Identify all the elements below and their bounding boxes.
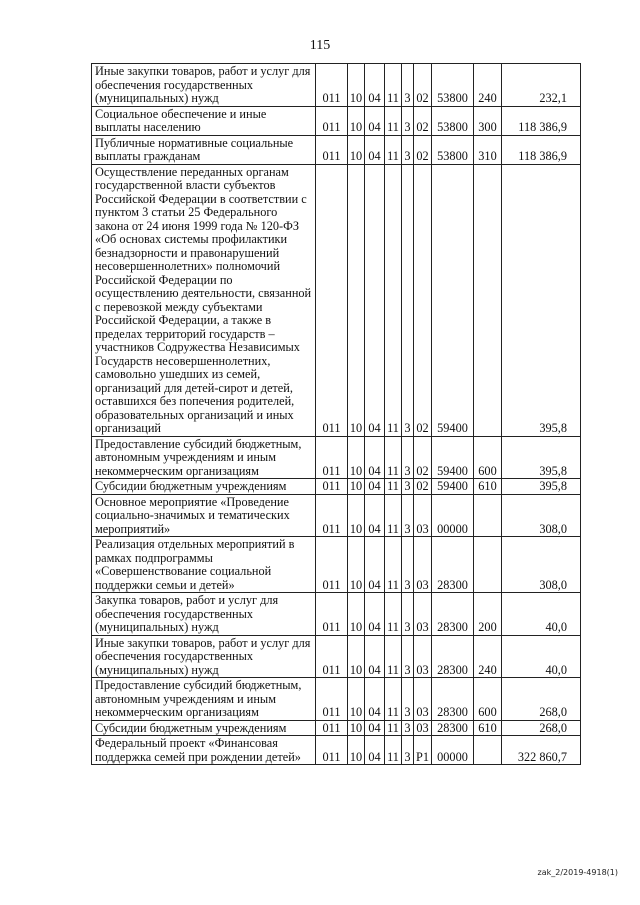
subsection-code: 04 (365, 479, 385, 495)
target-code-c: 03 (414, 720, 432, 736)
row-sum: 395,8 (502, 164, 581, 436)
program-code: 011 (316, 64, 348, 107)
row-name: Публичные нормативные социальные выплаты гражданам (92, 135, 316, 164)
target-code-b: 3 (402, 164, 414, 436)
target-code-d: 59400 (432, 479, 474, 495)
expense-type-code (474, 736, 502, 765)
program-code: 011 (316, 135, 348, 164)
program-code: 011 (316, 106, 348, 135)
expense-type-code: 610 (474, 720, 502, 736)
row-sum: 395,8 (502, 479, 581, 495)
subsection-code: 04 (365, 720, 385, 736)
target-code-d: 53800 (432, 64, 474, 107)
program-code: 011 (316, 164, 348, 436)
target-code-b: 3 (402, 106, 414, 135)
target-code-a: 11 (385, 593, 402, 636)
target-code-c: P1 (414, 736, 432, 765)
subsection-code: 04 (365, 64, 385, 107)
expense-type-code: 240 (474, 635, 502, 678)
table-row (92, 537, 581, 593)
target-code-d: 28300 (432, 678, 474, 721)
table-row (92, 436, 581, 479)
target-code-b: 3 (402, 635, 414, 678)
table-row (92, 736, 581, 765)
row-sum: 395,8 (502, 436, 581, 479)
section-code: 10 (348, 64, 365, 107)
target-code-c: 02 (414, 164, 432, 436)
section-code: 10 (348, 436, 365, 479)
row-name: Иные закупки товаров, работ и услуг для обеспечения государственных (муниципальных) нужд (92, 64, 316, 107)
section-code: 10 (348, 537, 365, 593)
target-code-a: 11 (385, 64, 402, 107)
subsection-code: 04 (365, 494, 385, 537)
target-code-d: 59400 (432, 436, 474, 479)
target-code-c: 02 (414, 436, 432, 479)
row-sum: 118 386,9 (502, 135, 581, 164)
target-code-c: 03 (414, 537, 432, 593)
target-code-a: 11 (385, 537, 402, 593)
target-code-b: 3 (402, 720, 414, 736)
page-number: 115 (309, 38, 331, 53)
section-code: 10 (348, 106, 365, 135)
table-row (92, 64, 581, 107)
row-name: Субсидии бюджетным учреждениям (92, 479, 316, 495)
section-code: 10 (348, 479, 365, 495)
subsection-code: 04 (365, 593, 385, 636)
row-name: Предоставление субсидий бюджетным, автономным учреждениям и иным некоммерческим организациям (92, 678, 316, 721)
table-body (92, 64, 581, 765)
program-code: 011 (316, 593, 348, 636)
row-sum: 40,0 (502, 635, 581, 678)
target-code-b: 3 (402, 64, 414, 107)
expense-type-code: 240 (474, 64, 502, 107)
target-code-c: 02 (414, 106, 432, 135)
target-code-a: 11 (385, 678, 402, 721)
target-code-d: 53800 (432, 106, 474, 135)
table-row (92, 135, 581, 164)
expense-type-code: 610 (474, 479, 502, 495)
target-code-d: 28300 (432, 537, 474, 593)
row-name: Социальное обеспечение и иные выплаты населению (92, 106, 316, 135)
table-row (92, 494, 581, 537)
program-code: 011 (316, 479, 348, 495)
program-code: 011 (316, 720, 348, 736)
target-code-a: 11 (385, 135, 402, 164)
row-sum: 40,0 (502, 593, 581, 636)
target-code-b: 3 (402, 736, 414, 765)
subsection-code: 04 (365, 736, 385, 765)
expense-type-code: 310 (474, 135, 502, 164)
section-code: 10 (348, 135, 365, 164)
subsection-code: 04 (365, 635, 385, 678)
section-code: 10 (348, 593, 365, 636)
target-code-d: 53800 (432, 135, 474, 164)
target-code-c: 03 (414, 635, 432, 678)
target-code-d: 59400 (432, 164, 474, 436)
subsection-code: 04 (365, 164, 385, 436)
row-name: Основное мероприятие «Проведение социально-значимых и тематических мероприятий» (92, 494, 316, 537)
section-code: 10 (348, 494, 365, 537)
target-code-c: 03 (414, 494, 432, 537)
target-code-a: 11 (385, 720, 402, 736)
row-sum: 322 860,7 (502, 736, 581, 765)
table-row (92, 164, 581, 436)
program-code: 011 (316, 678, 348, 721)
target-code-d: 28300 (432, 720, 474, 736)
row-name: Закупка товаров, работ и услуг для обеспечения государственных (муниципальных) нужд (92, 593, 316, 636)
expense-type-code (474, 164, 502, 436)
row-sum: 308,0 (502, 494, 581, 537)
table-row (92, 593, 581, 636)
row-name: Иные закупки товаров, работ и услуг для обеспечения государственных (муниципальных) нужд (92, 635, 316, 678)
target-code-b: 3 (402, 436, 414, 479)
row-name: Федеральный проект «Финансовая поддержка семей при рождении детей» (92, 736, 316, 765)
target-code-b: 3 (402, 135, 414, 164)
expense-type-code (474, 537, 502, 593)
subsection-code: 04 (365, 106, 385, 135)
target-code-a: 11 (385, 436, 402, 479)
target-code-d: 28300 (432, 635, 474, 678)
table-row (92, 635, 581, 678)
subsection-code: 04 (365, 678, 385, 721)
subsection-code: 04 (365, 537, 385, 593)
table-row (92, 720, 581, 736)
section-code: 10 (348, 635, 365, 678)
row-name: Предоставление субсидий бюджетным, автономным учреждениям и иным некоммерческим организациям (92, 436, 316, 479)
target-code-d: 00000 (432, 736, 474, 765)
expense-type-code: 200 (474, 593, 502, 636)
program-code: 011 (316, 494, 348, 537)
target-code-b: 3 (402, 678, 414, 721)
target-code-c: 03 (414, 678, 432, 721)
program-code: 011 (316, 736, 348, 765)
expense-type-code: 600 (474, 678, 502, 721)
row-sum: 308,0 (502, 537, 581, 593)
program-code: 011 (316, 635, 348, 678)
row-sum: 268,0 (502, 678, 581, 721)
target-code-b: 3 (402, 593, 414, 636)
target-code-b: 3 (402, 494, 414, 537)
row-sum: 268,0 (502, 720, 581, 736)
target-code-a: 11 (385, 164, 402, 436)
target-code-c: 02 (414, 64, 432, 107)
section-code: 10 (348, 164, 365, 436)
footer-code: zak_2/2019-4918(1) (537, 868, 618, 877)
row-name: Субсидии бюджетным учреждениям (92, 720, 316, 736)
budget-table (91, 63, 581, 765)
program-code: 011 (316, 537, 348, 593)
expense-type-code: 300 (474, 106, 502, 135)
target-code-c: 02 (414, 479, 432, 495)
row-sum: 232,1 (502, 64, 581, 107)
table-row (92, 678, 581, 721)
row-name: Реализация отдельных мероприятий в рамках подпрограммы «Совершенствование социальной поддержки семьи и детей» (92, 537, 316, 593)
section-code: 10 (348, 736, 365, 765)
target-code-a: 11 (385, 635, 402, 678)
section-code: 10 (348, 720, 365, 736)
target-code-a: 11 (385, 736, 402, 765)
target-code-c: 02 (414, 135, 432, 164)
table-row (92, 106, 581, 135)
target-code-c: 03 (414, 593, 432, 636)
target-code-b: 3 (402, 479, 414, 495)
target-code-a: 11 (385, 494, 402, 537)
row-sum: 118 386,9 (502, 106, 581, 135)
row-name: Осуществление переданных органам государственной власти субъектов Российской Федерации в соответствии с пунктом 3 статьи 25 Федерального закона от 24 июня 1999 года № 120-ФЗ «Об основах системы профилактики безнадзорности и правонарушений несовершеннолетних» полномочий Российской Федерации по осуществлению деятельности, связанной с перевозкой между субъектами Российской Федерации, а также в пределах территорий государств – участников Содружества Независимых Государств несовершеннолетних, самовольно ушедших из семей, организаций для детей-сирот и детей, оставшихся без попечения родителей, образовательных организаций и иных организаций (92, 164, 316, 436)
expense-type-code (474, 494, 502, 537)
subsection-code: 04 (365, 436, 385, 479)
target-code-a: 11 (385, 106, 402, 135)
target-code-b: 3 (402, 537, 414, 593)
section-code: 10 (348, 678, 365, 721)
target-code-a: 11 (385, 479, 402, 495)
program-code: 011 (316, 436, 348, 479)
target-code-d: 28300 (432, 593, 474, 636)
subsection-code: 04 (365, 135, 385, 164)
target-code-d: 00000 (432, 494, 474, 537)
expense-type-code: 600 (474, 436, 502, 479)
table-row (92, 479, 581, 495)
